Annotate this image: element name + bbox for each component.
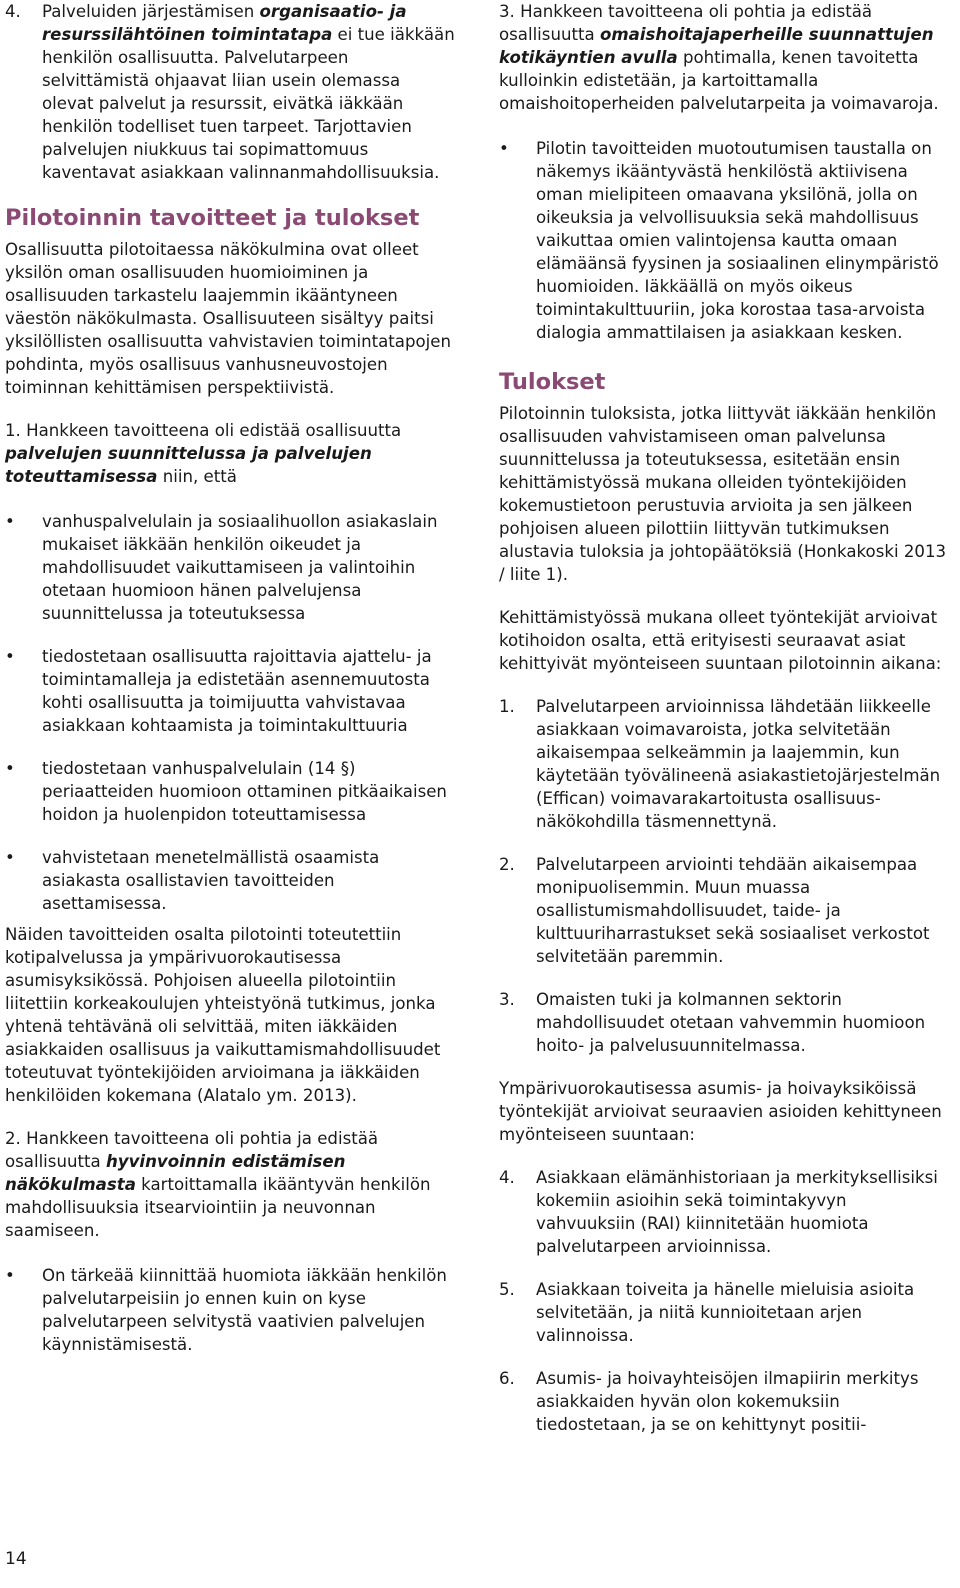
bullet-icon: • — [5, 759, 15, 778]
bullet-icon: • — [5, 647, 15, 666]
right-column — [499, 0, 951, 1456]
goal-2-paragraph: 2. Hankkeen tavoitteena oli pohtia ja edistää osallisuutta hyvinvoinnin edistämisen näkökulmasta kartoittamalla ikääntyvän henkilön mahdollisuuksia itsearviointiin ja neuvonnan saamiseen. — [5, 1129, 431, 1240]
bullet-item: • vanhuspalvelulain ja sosiaalihuollon asiakaslain mukaiset iäkkään henkilön oikeudet ja mahdollisuudet vaikuttamiseen ja valintoihin otetaan huomioon hänen palvelujensa suunnittelussa ja toteutuksessa — [5, 512, 438, 623]
numbered-item: 4. Asiakkaan elämänhistoriaan ja merkityksellisiksi kokemiin asioihin sekä toimintakyvyn vahvuuksiin (RAI) kiinnitetään huomiota palvelutarpeen arvioinnissa. — [499, 1168, 938, 1256]
emphasis: palvelujen suunnittelussa ja palvelujen toteuttamisessa — [5, 444, 372, 486]
list-number: 4. — [5, 2, 21, 21]
goal-1-paragraph: 1. Hankkeen tavoitteena oli edistää osallisuutta palvelujen suunnittelussa ja palvelujen toteuttamisessa niin, että — [5, 421, 402, 486]
page-number: 14 — [5, 1549, 27, 1569]
bullet-item: • On tärkeää kiinnittää huomiota iäkkään henkilön palvelutarpeisiin jo ennen kuin on kyse palvelutarpeen selvitystä vaativien palvelujen käynnistämisestä. — [5, 1266, 447, 1354]
bullet-item: • tiedostetaan osallisuutta rajoittavia ajattelu- ja toimintamalleja ja edistetään asennemuutosta kohti osallisuutta ja toimijuutta vahvistavaa asiakkaan kohtaamista ja toimintakulttuuria — [5, 647, 432, 735]
list-item-text: Palveluiden järjestämisen organisaatio- ja resurssilähtöinen toimintatapa ei tue iäkkään henkilön osallisuutta. Palvelutarpeen selvittämistä ohjaavat liian usein olemassa olevat palvelut ja resurssit, eivätkä iäkkään henkilön todelliset tuen tarpeet. Tarjottavien palvelujen niukkuus tai sopimattomuus kaventavat asiakkaan valinnanmahdollisuuksia. — [42, 2, 455, 182]
emphasis: organisaatio- ja resurssilähtöinen toimintatapa — [42, 2, 407, 44]
results-paragraph: Pilotoinnin tuloksista, jotka liittyvät iäkkään henkilön osallisuuden vahvistamiseen oman palvelunsa suunnittelussa ja toteutuksessa, esitetään ensin kehittämistyössä mukana olleiden työntekijöiden kokemustietoon perustuvia arvioita ja sen jälkeen pohjoisen alueen pilottiin liittyvän tutkimuksen alustavia tuloksia ja johtopäätöksiä (Honkakoski 2013 / liite 1). — [499, 404, 947, 584]
bullet-icon: • — [5, 1266, 15, 1285]
intro-paragraph: Osallisuutta pilotoitaessa näkökulmina ovat olleet yksilön oman osallisuuden huomioiminen ja osallisuuden tarkastelu laajemmin ikääntyneen väestön näkökulmasta. Osallisuuteen sisältyy paitsi yksilöllisten osallisuutta vahvistavien toimintatapojen pohdinta, myös osallisuus vanhusneuvostojen toiminnan kehittämisen perspektiivistä. — [5, 240, 451, 397]
section-heading: Tulokset — [499, 369, 606, 395]
results-paragraph: Kehittämistyössä mukana olleet työntekijät arvioivat kotihoidon osalta, että erityisesti seuraavat asiat kehittyivät myönteiseen suuntaan pilotoinnin aikana: — [499, 608, 942, 673]
bullet-item: • Pilotin tavoitteiden muotoutumisen taustalla on näkemys ikääntyvästä henkilöstä aktiivisena oman mielipiteen omaavana yksilönä, jolla on oikeuksia ja velvollisuuksia sekä mahdollisuus vaikuttaa omien valintojensa kautta omaan elämäänsä fyysinen ja sosiaalinen elinympäristö huomioiden. Iäkkäällä on myös oikeus toimintakulttuuriin, joka korostaa tasa-arvoista dialogia ammattilaisen ja asiakkaan kesken. — [499, 139, 939, 342]
body-paragraph: Näiden tavoitteiden osalta pilotointi toteutettiin kotipalvelussa ja ympärivuorokautisessa asumisyksikössä. Pohjoisen alueella pilotointiin liitettiin korkeakoulujen yhteistyönä tutkimus, jonka yhtenä tehtävänä oli selvittää, miten iäkkäiden asiakkaiden osallisuus ja vaikuttamismahdollisuudet toteutuvat työntekijöiden arvioimana ja iäkkäiden henkilöiden kokemana (Alatalo ym. 2013). — [5, 925, 441, 1105]
list-number: 3. — [499, 990, 515, 1009]
section-heading: Pilotoinnin tavoitteet ja tulokset — [5, 205, 420, 231]
numbered-item: 1. Palvelutarpeen arvioinnissa lähdetään liikkeelle asiakkaan voimavaroista, jotka selvitetään aikaisempaa selkeämmin ja laajemmin, kun käytetään työvälineenä asiakastietojärjestelmän (Effican) voimavarakartoitusta osallisuus-näkökohdilla täsmennettynä. — [499, 697, 941, 831]
results-paragraph: Ympärivuorokautisessa asumis- ja hoivayksiköissä työntekijät arvioivat seuraavien asioiden kehittyneen myönteiseen suuntaan: — [499, 1079, 942, 1144]
bullet-item: • tiedostetaan vanhuspalvelulain (14 §) periaatteiden huomioon ottaminen pitkäaikaisen hoidon ja huolenpidon toteuttamisessa — [5, 759, 447, 824]
bullet-item: • vahvistetaan menetelmällistä osaamista asiakasta osallistavien tavoitteiden asettamisessa. — [5, 848, 380, 913]
goal-3-paragraph: 3. Hankkeen tavoitteena oli pohtia ja edistää osallisuutta omaishoitajaperheille suunnattujen kotikäyntien avulla pohtimalla, kenen tavoitetta kulloinkin edistetään, ja kartoittamalla omaishoitoperheiden palvelutarpeita ja voimavaroja. — [499, 2, 939, 113]
list-item-4-intro — [5, 0, 456, 184]
left-column — [5, 0, 456, 1376]
list-number: 5. — [499, 1280, 515, 1299]
emphasis: hyvinvoinnin edistämisen näkökulmasta — [5, 1152, 346, 1194]
numbered-item: 3. Omaisten tuki ja kolmannen sektorin mahdollisuudet otetaan vahvemmin huomioon hoito- ja palvelusuunnitelmassa. — [499, 990, 926, 1055]
numbered-item: 2. Palvelutarpeen arviointi tehdään aikaisempaa monipuolisemmin. Muun muassa osallistumismahdollisuudet, taide- ja kulttuuriharrastukset sekä sosiaaliset verkostot selvitetään paremmin. — [499, 855, 930, 966]
bullet-icon: • — [5, 512, 15, 531]
bullet-icon: • — [499, 139, 509, 158]
list-number: 4. — [499, 1168, 515, 1187]
list-number: 1. — [499, 697, 515, 716]
numbered-item: 5. Asiakkaan toiveita ja hänelle mieluisia asioita selvitetään, ja niitä kunnioitetaan arjen valinnoissa. — [499, 1280, 915, 1345]
numbered-item: 6. Asumis- ja hoivayhteisöjen ilmapiirin merkitys asiakkaiden hyvän olon kokemuksiin tiedostetaan, ja se on kehittynyt positii- — [499, 1369, 919, 1434]
list-number: 2. — [499, 855, 515, 874]
bullet-icon: • — [5, 848, 15, 867]
list-number: 6. — [499, 1369, 515, 1388]
emphasis: omaishoitajaperheille suunnattujen kotikäyntien avulla — [499, 25, 934, 67]
